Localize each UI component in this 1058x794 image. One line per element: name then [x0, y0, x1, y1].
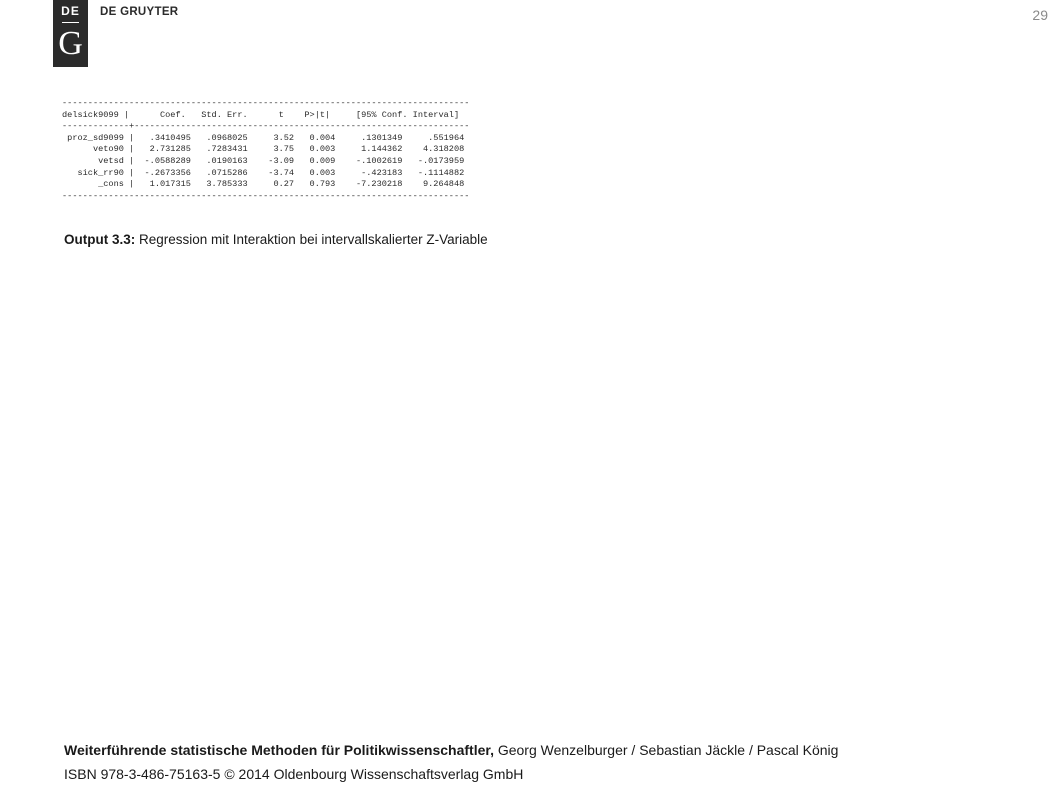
publisher-name: DE GRUYTER	[100, 6, 179, 18]
footer-book-title: Weiterführende statistische Methoden für Politikwissenschaftler,	[64, 742, 494, 758]
figure-caption	[64, 232, 488, 247]
footer-authors: Georg Wenzelburger / Sebastian Jäckle / Pascal König	[493, 742, 839, 758]
footer-citation	[64, 742, 838, 758]
logo-de-text: DE	[61, 4, 80, 18]
caption-label: Output 3.3:	[64, 232, 136, 247]
page-number: 29	[1032, 7, 1048, 23]
logo-g-letter: G	[58, 25, 83, 62]
caption-text: Regression mit Interaktion bei intervallskalierter Z-Variable	[135, 232, 488, 247]
regression-output-table: ------------------------------------------------------------------------------- delsick9099 | Coef. Std. Err. t P>|t| [95% Conf. Interval] -------------+----------------------------------------------------------------- proz_sd9099 | .3410495 .0968025 3.52 0.004 .1301349 .551964 veto90 | 2.731285 .7283431 3.75 0.003 1.144362 4.318208 vetsd | -.0588289 .0190163 -3.09 0.009 -.1002619 -.0173959 sick_rr90 | -.2673356 .0715286 -3.74 0.003 -.423183 -.1114882 _cons | 1.017315 3.785333 0.27 0.793 -7.230218 9.264848 -------------------------------------------------------------------------------	[62, 98, 470, 201]
footer-isbn: ISBN 978-3-486-75163-5 © 2014 Oldenbourg Wissenschaftsverlag GmbH	[64, 766, 524, 782]
logo-divider	[62, 22, 79, 23]
publisher-logo	[53, 0, 88, 67]
